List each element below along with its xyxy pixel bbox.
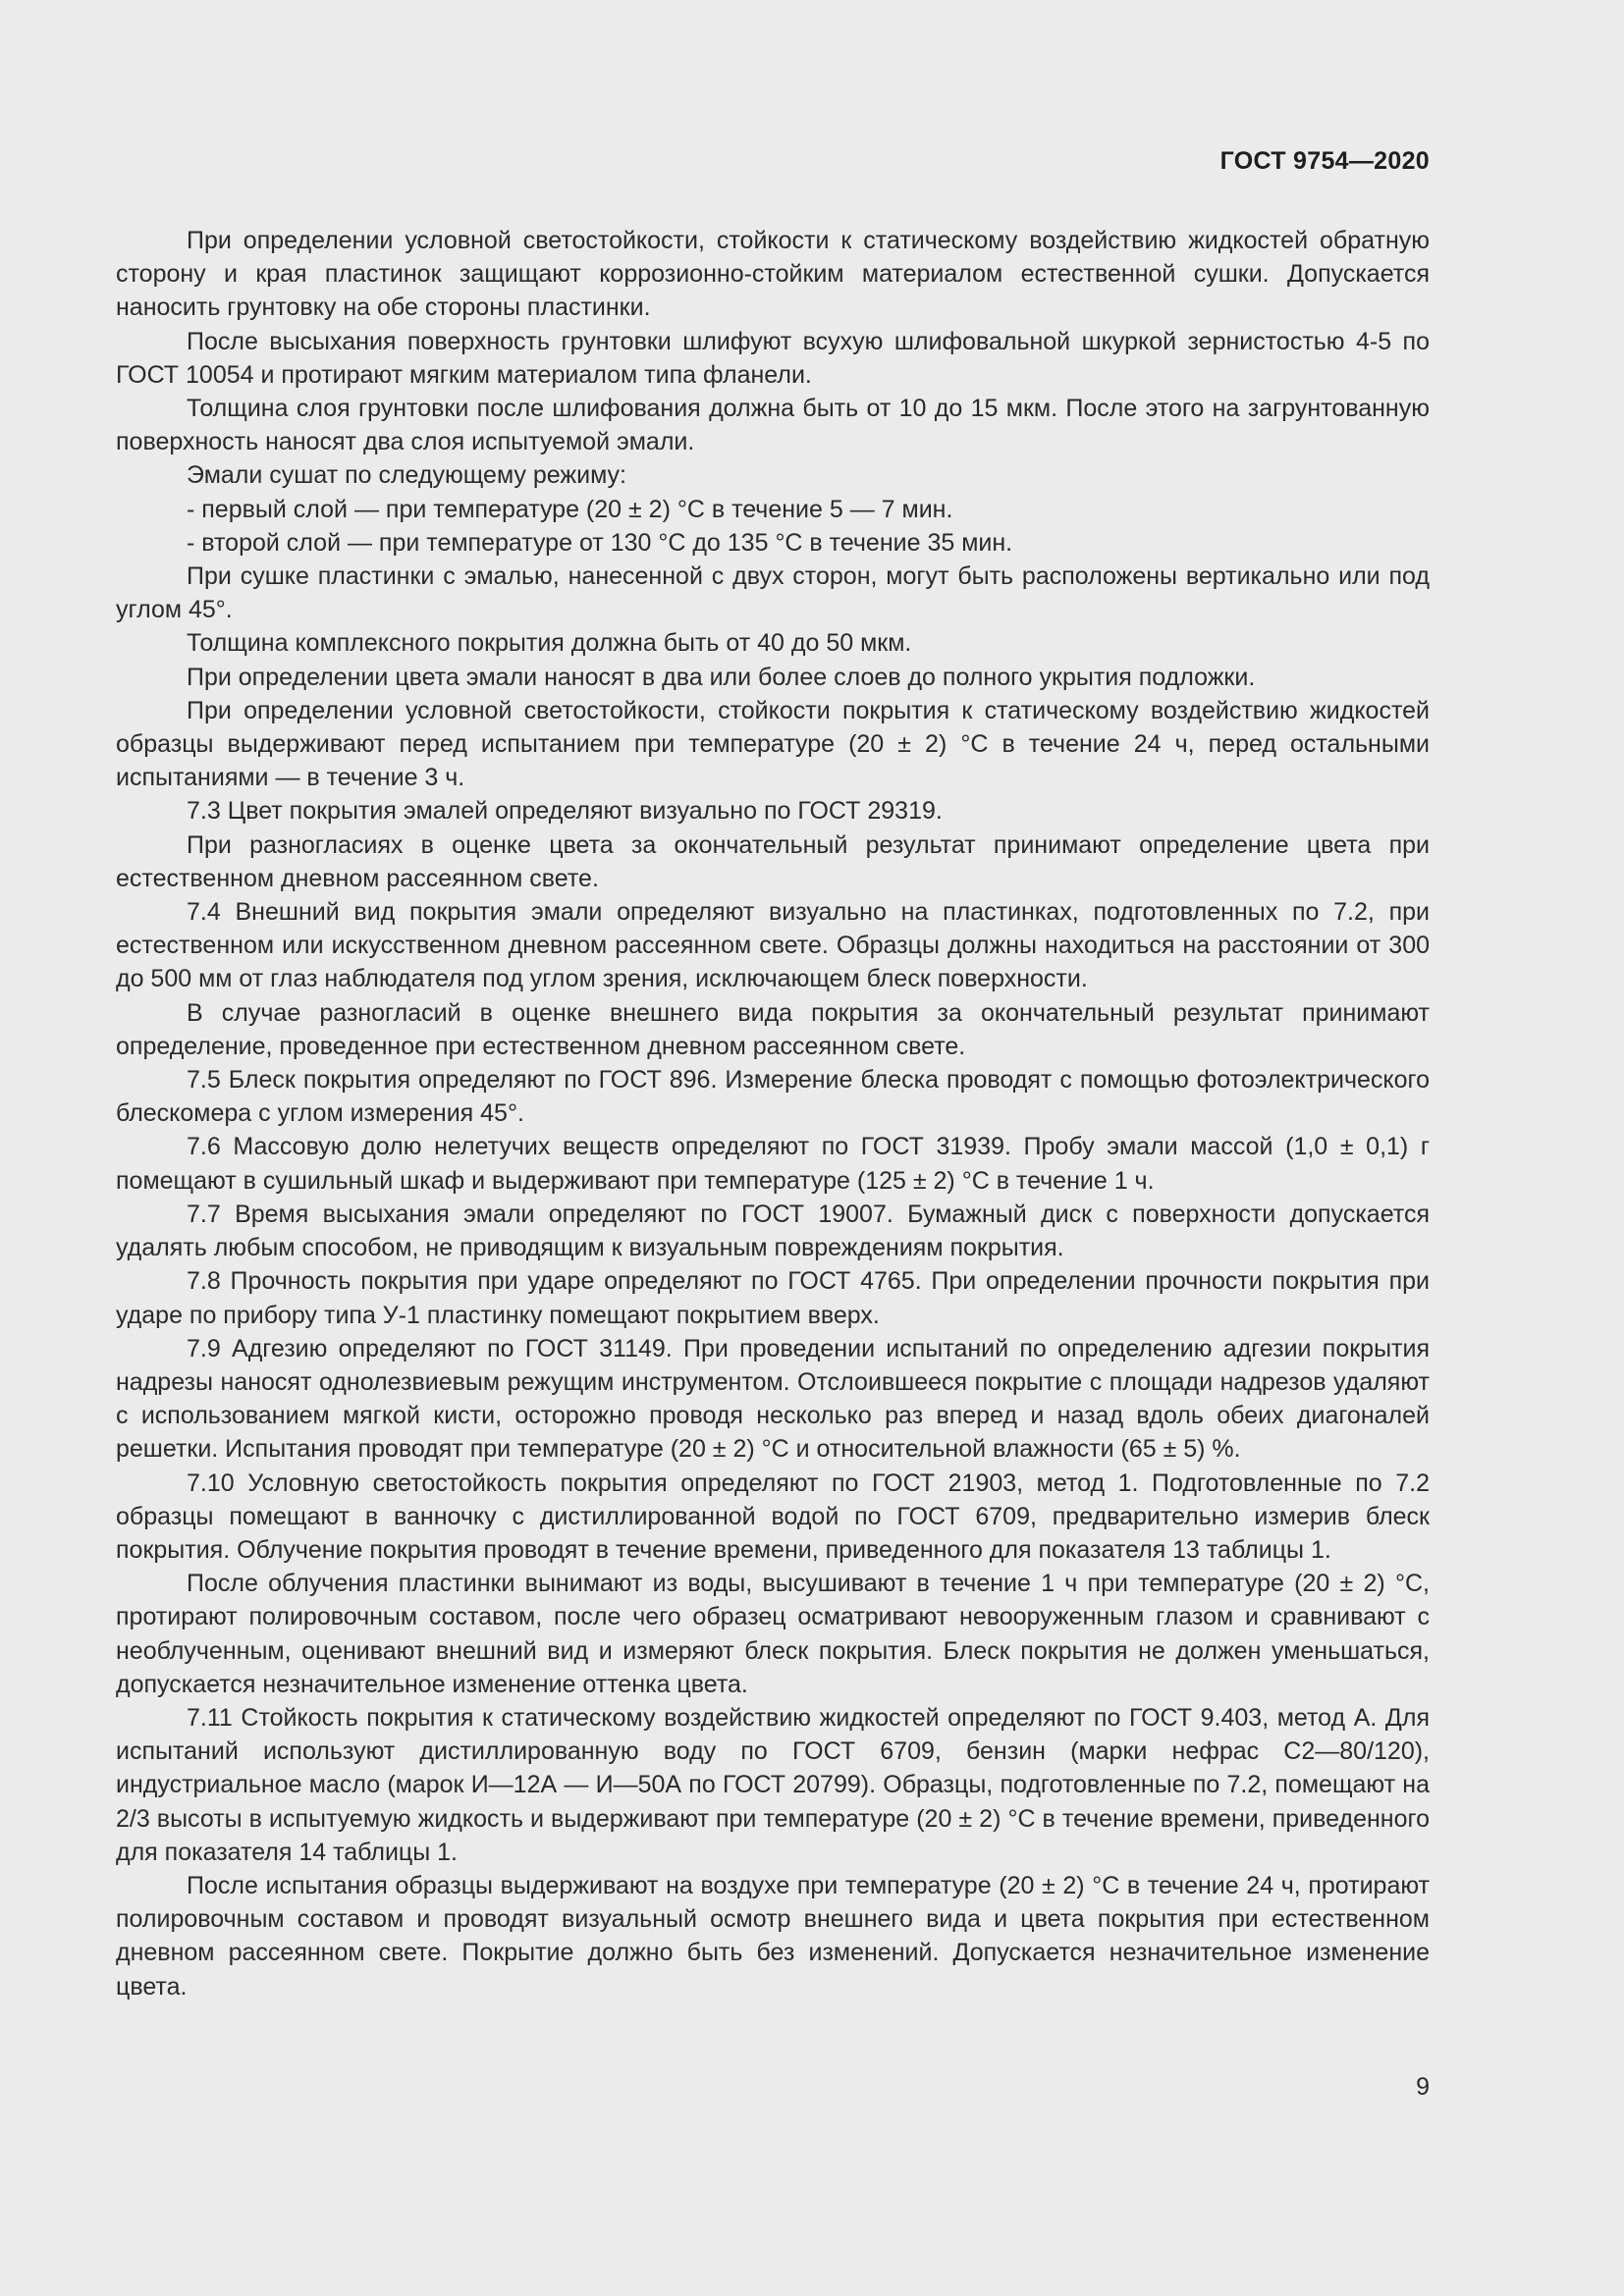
section-7-9: 7.9 Адгезию определяют по ГОСТ 31149. При проведении испытаний по определению адгезии покрытия надрезы наносят однолезвиевым режущим инструментом. Отслоившееся покрытие с площади надрезов удаляют с использованием мягкой кисти, осторожно проводя несколько раз вперед и назад вдоль обеих диагоналей решетки. Испытания проводят при температуре (20 ± 2) °С и относительной влажности (65 ± 5) %. [116, 1334, 1430, 1464]
list-item: - первый слой — при температуре (20 ± 2) °С в течение 5 — 7 мин. [187, 495, 953, 523]
document-code-header: ГОСТ 9754—2020 [1219, 147, 1430, 175]
paragraph: При определении условной светостойкости, стойкости покрытия к статическому воздействию жидкостей образцы выдерживают перед испытанием при температуре (20 ± 2) °С в течение 24 ч, перед остальными испытаниями — в течение 3 ч. [116, 696, 1430, 792]
list-item: - второй слой — при температуре от 130 °С до 135 °С в течение 35 мин. [187, 528, 1013, 557]
paragraph: При определении условной светостойкости, стойкости к статическому воздействию жидкостей обратную сторону и края пластинок защищают коррозионно-стойким материалом естественной сушки. Допускается наносить грунтовку на обе стороны пластинки. [116, 227, 1430, 322]
paragraph: При разногласиях в оценке цвета за окончательный результат принимают определение цвета при естественном дневном рассеянном свете. [116, 830, 1430, 892]
page-number: 9 [1416, 2073, 1430, 2101]
section-7-10: 7.10 Условную светостойкость покрытия определяют по ГОСТ 21903, метод 1. Подготовленные по 7.2 образцы помещают в ванночку с дистиллированной водой по ГОСТ 6709, предварительно измерив блеск покрытия. Облучение покрытия проводят в течение времени, приведенного для показателя 13 таблицы 1. [116, 1468, 1430, 1564]
section-7-7: 7.7 Время высыхания эмали определяют по ГОСТ 19007. Бумажный диск с поверхности допускается удалять любым способом, не приводящим к визуальным повреждениям покрытия. [116, 1200, 1430, 1262]
section-7-11: 7.11 Стойкость покрытия к статическому воздействию жидкостей определяют по ГОСТ 9.403, метод А. Для испытаний используют дистиллированную воду по ГОСТ 6709, бензин (марки нефрас С2—80/120), индустриальное масло (марок И—12А — И—50А по ГОСТ 20799). Образцы, подготовленные по 7.2, помещают на 2/3 высоты в испытуемую жидкость и выдерживают при температуре (20 ± 2) °С в течение времени, приведенного для показателя 14 таблицы 1. [116, 1703, 1430, 1866]
section-7-6: 7.6 Массовую долю нелетучих веществ определяют по ГОСТ 31939. Пробу эмали массой (1,0 ± 0,1) г помещают в сушильный шкаф и выдерживают при температуре (125 ± 2) °С в течение 1 ч. [116, 1133, 1430, 1195]
document-body [116, 224, 1430, 2003]
section-7-4: 7.4 Внешний вид покрытия эмали определяют визуально на пластинках, подготовленных по 7.2, при естественном или искусственном дневном рассеянном свете. Образцы должны находиться на расстоянии от 300 до 500 мм от глаз наблюдателя под углом зрения, исключающем блеск поверхности. [116, 898, 1430, 993]
paragraph: После облучения пластинки вынимают из воды, высушивают в течение 1 ч при температуре (20 ± 2) °С, протирают полировочным составом, после чего образец осматривают невооруженным глазом и сравнивают с необлученным, оценивают внешний вид и измеряют блеск покрытия. Блеск покрытия не должен уменьшаться, допускается незначительное изменение оттенка цвета. [116, 1570, 1430, 1698]
paragraph: После испытания образцы выдерживают на воздухе при температуре (20 ± 2) °С в течение 24 ч, протирают полировочным составом и проводят визуальный осмотр внешнего вида и цвета покрытия при естественном дневном рассеянном свете. Покрытие должно быть без изменений. Допускается незначительное изменение цвета. [116, 1871, 1430, 2001]
paragraph: Толщина слоя грунтовки после шлифования должна быть от 10 до 15 мкм. После этого на загрунтованную поверхность наносят два слоя испытуемой эмали. [116, 395, 1430, 456]
paragraph: Толщина комплексного покрытия должна быть от 40 до 50 мкм. [187, 629, 912, 658]
paragraph: В случае разногласий в оценке внешнего вида покрытия за окончательный результат принимают определение, проведенное при естественном дневном рассеянном свете. [116, 998, 1430, 1060]
paragraph: При определении цвета эмали наносят в два или более слоев до полного укрытия подложки. [187, 663, 1256, 691]
paragraph: Эмали сушат по следующему режиму: [187, 461, 626, 490]
section-7-3: 7.3 Цвет покрытия эмалей определяют визуально по ГОСТ 29319. [187, 797, 943, 826]
paragraph: При сушке пластинки с эмалью, нанесенной с двух сторон, могут быть расположены вертикально или под углом 45°. [116, 562, 1430, 624]
section-7-5: 7.5 Блеск покрытия определяют по ГОСТ 896. Измерение блеска проводят с помощью фотоэлектрического блескомера с углом измерения 45°. [116, 1066, 1430, 1128]
paragraph: После высыхания поверхность грунтовки шлифуют всухую шлифовальной шкуркой зернистостью 4-5 по ГОСТ 10054 и протирают мягким материалом типа фланели. [116, 327, 1430, 389]
section-7-8: 7.8 Прочность покрытия при ударе определяют по ГОСТ 4765. При определении прочности покрытия при ударе по прибору типа У-1 пластинку помещают покрытием вверх. [116, 1267, 1430, 1329]
